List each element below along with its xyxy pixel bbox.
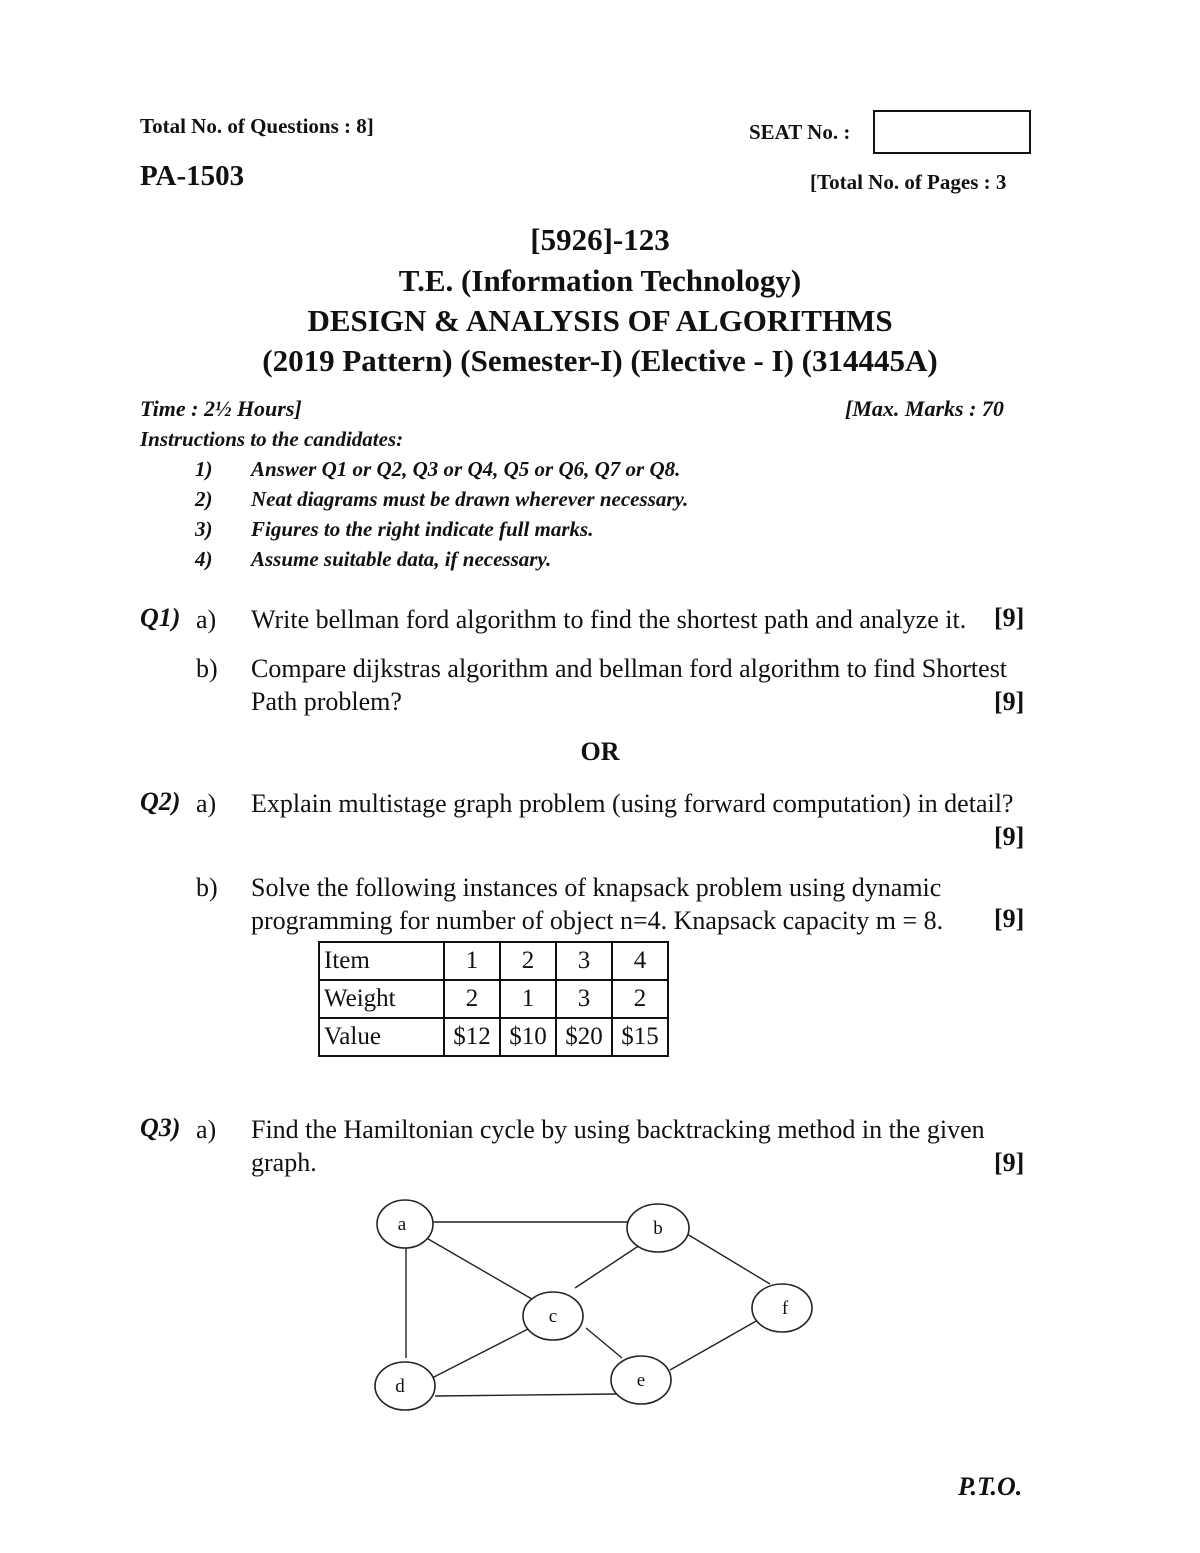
table-cell: $12 (444, 1018, 500, 1056)
table-cell: 2 (612, 980, 668, 1018)
table-cell: 3 (556, 942, 612, 980)
table-row (319, 980, 668, 1018)
q2a-marks: [9] (994, 822, 1025, 851)
knapsack-table (318, 941, 669, 1057)
q2a-text: Explain multistage graph problem (using forward computation) in detail? (251, 789, 1014, 818)
table-cell: $15 (612, 1018, 668, 1056)
paper-code: PA-1503 (140, 160, 245, 192)
table-cell: 1 (444, 942, 500, 980)
or-separator: OR (580, 737, 620, 766)
table-cell: $10 (500, 1018, 556, 1056)
q1a-label: a) (196, 605, 217, 634)
q2b-label: b) (196, 873, 218, 902)
instruction-text: Answer Q1 or Q2, Q3 or Q4, Q5 or Q6, Q7 or Q8. (251, 457, 681, 481)
pto-label: P.T.O. (958, 1472, 1023, 1501)
instructions-heading: Instructions to the candidates: (140, 427, 404, 451)
q3a-text-line1: Find the Hamiltonian cycle by using backtracking method in the given (251, 1115, 985, 1144)
graph-node-label: e (636, 1370, 646, 1391)
seat-number-label: SEAT No. : (749, 120, 851, 144)
graph-node-label: f (781, 1298, 789, 1319)
q1b-marks: [9] (994, 687, 1025, 716)
table-cell: 2 (500, 942, 556, 980)
graph-node-d (375, 1362, 435, 1410)
table-cell: Item (319, 942, 444, 980)
q3a-text-line2: graph. (251, 1148, 317, 1177)
graph-node-label: a (397, 1214, 407, 1235)
q2a-label: a) (196, 789, 217, 818)
instruction-text: Neat diagrams must be drawn wherever necessary. (251, 487, 689, 511)
graph-edge-d-e (435, 1394, 616, 1396)
instruction-text: Figures to the right indicate full marks. (251, 517, 594, 541)
course-title: T.E. (Information Technology) (398, 263, 802, 298)
q1a-text: Write bellman ford algorithm to find the shortest path and analyze it. (251, 605, 967, 634)
max-marks: [Max. Marks : 70 (845, 396, 1004, 421)
q1b-text-line1: Compare dijkstras algorithm and bellman ford algorithm to find Shortest (251, 654, 1008, 683)
q1a-marks: [9] (994, 603, 1025, 632)
q3-label: Q3) (140, 1113, 181, 1142)
graph-node-label: b (653, 1218, 663, 1239)
total-questions: Total No. of Questions : 8] (140, 114, 374, 138)
graph-node-label: c (548, 1306, 558, 1327)
graph-edge-a-c (423, 1236, 537, 1302)
exam-code: [5926]-123 (530, 222, 670, 257)
instruction-number: 3) (195, 517, 213, 541)
table-cell: 4 (612, 942, 668, 980)
graph-edge-c-d (432, 1328, 530, 1378)
total-pages: [Total No. of Pages : 3 (810, 170, 1007, 194)
q3a-marks: [9] (994, 1148, 1025, 1177)
pattern-line: (2019 Pattern) (Semester-I) (Elective - I) (314445A) (262, 343, 938, 378)
q3a-label: a) (196, 1115, 217, 1144)
graph-edge-b-c (575, 1245, 640, 1288)
seat-number-box (873, 110, 1031, 154)
q1b-label: b) (196, 654, 218, 683)
q2-label: Q2) (140, 787, 181, 816)
table-cell: Weight (319, 980, 444, 1018)
q1-label: Q1) (140, 603, 181, 632)
table-cell: $20 (556, 1018, 612, 1056)
q2b-text-line2: programming for number of object n=4. Knapsack capacity m = 8. (251, 906, 944, 935)
instruction-number: 4) (195, 547, 213, 571)
q2b-marks: [9] (994, 904, 1025, 933)
instruction-text: Assume suitable data, if necessary. (251, 547, 552, 571)
exam-time: Time : 2½ Hours] (140, 396, 302, 421)
q2b-text-line1: Solve the following instances of knapsack problem using dynamic (251, 873, 942, 902)
table-cell: Value (319, 1018, 444, 1056)
table-cell: 2 (444, 980, 500, 1018)
hamiltonian-graph (360, 1190, 830, 1420)
table-row (319, 942, 668, 980)
table-row (319, 1018, 668, 1056)
table-cell: 3 (556, 980, 612, 1018)
graph-edge-c-e (586, 1328, 622, 1358)
graph-edge-b-f (687, 1234, 770, 1284)
instruction-number: 1) (195, 457, 213, 481)
q1b-text-line2: Path problem? (251, 687, 402, 716)
graph-node-label: d (395, 1376, 405, 1397)
instruction-number: 2) (195, 487, 213, 511)
table-cell: 1 (500, 980, 556, 1018)
graph-edge-e-f (670, 1320, 758, 1370)
subject-title: DESIGN & ANALYSIS OF ALGORITHMS (307, 303, 893, 338)
